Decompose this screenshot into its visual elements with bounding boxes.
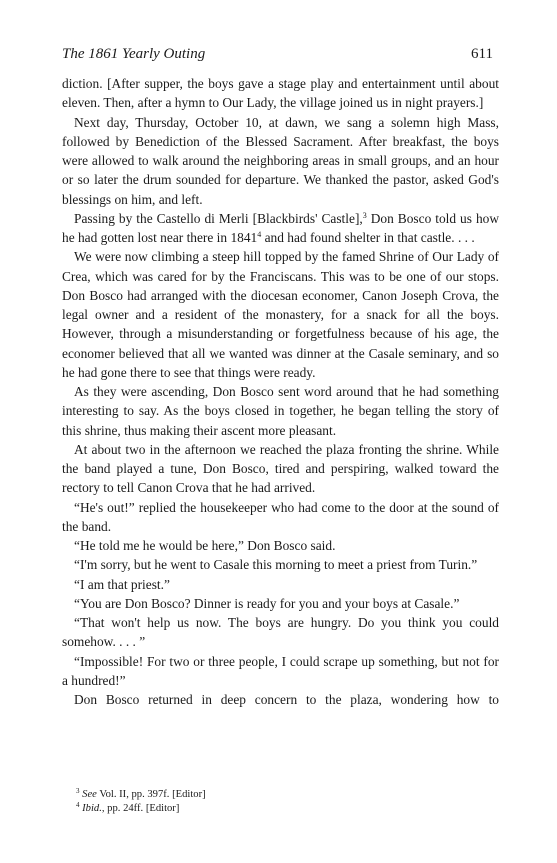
paragraph: Next day, Thursday, October 10, at dawn, we sang a solemn high Mass, followed by Benediction of the Blessed Sacrament. After breakfast, the boys were allowed to walk around the neighboring areas in small groups, and an hour or so later the drum sounded for departure. We thanked the pastor, asked God's blessings on him, and left. — [62, 114, 499, 207]
paragraph: diction. [After supper, the boys gave a stage play and entertainment until about eleven. Then, after a hymn to Our Lady, the village joined us in night prayers.] — [62, 76, 499, 111]
running-header — [62, 46, 499, 66]
paragraph: “I am that priest.” — [74, 576, 170, 592]
paragraph: “I'm sorry, but he went to Casale this morning to meet a priest from Turin.” — [74, 557, 478, 573]
paragraph: “Impossible! For two or three people, I could scrape up something, but not for a hundred!” — [62, 653, 499, 688]
paragraph: Don Bosco returned in deep concern to the plaza, wondering how to — [74, 692, 499, 707]
paragraph: “That won't help us now. The boys are hungry. Do you think you could somehow. . . . ” — [62, 615, 499, 650]
footnote-italic: See — [82, 789, 97, 800]
running-title: The 1861 Yearly Outing — [62, 46, 206, 62]
page-number: 611 — [471, 46, 493, 62]
footnotes — [76, 788, 206, 816]
paragraph-text: Passing by the Castello di Merli [Blackbirds' Castle], — [74, 210, 363, 226]
footnote-mark: 4 — [76, 801, 80, 809]
book-page — [62, 46, 499, 709]
paragraph: “He told me he would be here,” Don Bosco said. — [74, 538, 336, 553]
footnote-ref: 3 — [362, 210, 367, 220]
body-text — [62, 74, 499, 709]
footnote — [76, 788, 206, 802]
footnote-italic: Ibid., — [82, 803, 105, 814]
paragraph — [62, 209, 499, 248]
paragraph-text: Don Bosco told us how he had gotten lost near there in 1841 — [62, 210, 500, 245]
footnote-text: Vol. II, pp. 397f. [Editor] — [96, 789, 206, 800]
paragraph: As they were ascending, Don Bosco sent word around that he had something interesting to say. As the boys closed in together, he began telling the story of this shrine, thus making their ascent more pleasant. — [62, 384, 499, 438]
footnote-mark: 3 — [76, 787, 80, 795]
paragraph: “He's out!” replied the housekeeper who had come to the door at the sound of the band. — [62, 499, 499, 534]
footnote — [76, 802, 206, 816]
paragraph: At about two in the afternoon we reached the plaza fronting the shrine. While the band played a tune, Don Bosco, tired and perspiring, walked toward the rectory to tell Canon Crova that he had arrived. — [62, 441, 499, 496]
paragraph: We were now climbing a steep hill topped by the famed Shrine of Our Lady of Crea, which was cared for by the Franciscans. This was to be one of our stops. Don Bosco had arranged with the diocesan economer, Canon Joseph Crova, the legal owner and a resident of the monastery, for a snack for all the boys. However, through a misunderstanding or forgetfulness because of his age, the economer believed that all we wanted was dinner at the Casale seminary, and so he had gone there to see that things were ready. — [62, 249, 499, 380]
paragraph-text: and had found shelter in that castle. . . . — [261, 230, 475, 245]
footnote-text: pp. 24ff. [Editor] — [104, 803, 180, 814]
footnote-ref: 4 — [257, 230, 262, 239]
paragraph: “You are Don Bosco? Dinner is ready for you and your boys at Casale.” — [74, 595, 460, 611]
